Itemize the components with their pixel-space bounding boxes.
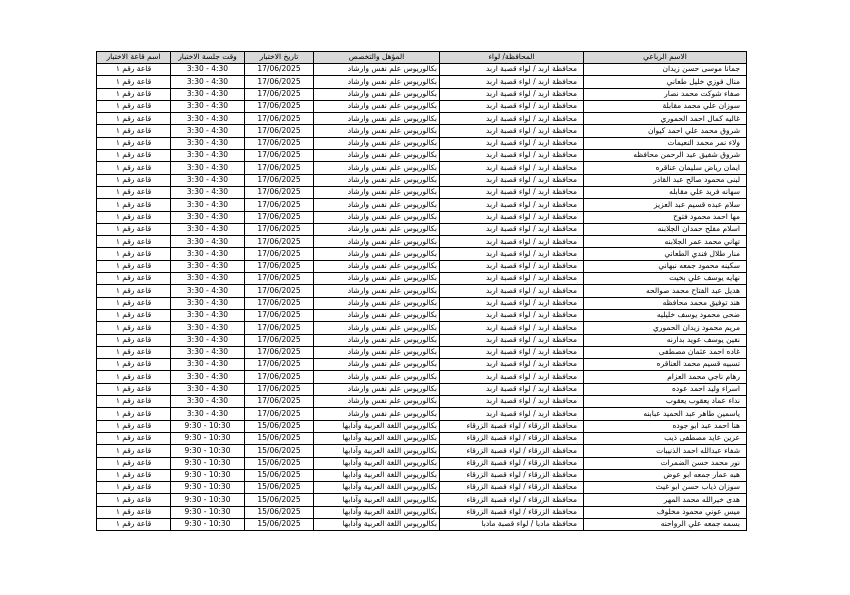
cell-qualification: بكالوريوس اللغة العربية وآدابها xyxy=(314,494,440,506)
cell-session-time: 9:30 - 10:30 xyxy=(171,494,245,506)
cell-full-name: تهاني محمد عمر الجلابنه xyxy=(584,236,747,248)
cell-qualification: بكالوريوس علم نفس وارشاد xyxy=(314,408,440,420)
table-row xyxy=(97,457,747,469)
cell-qualification: بكالوريوس علم نفس وارشاد xyxy=(314,174,440,186)
cell-governorate: محافظة الزرقاء / لواء قصبة الزرقاء xyxy=(440,432,584,444)
cell-exam-date: 15/06/2025 xyxy=(245,432,314,444)
cell-exam-hall: قاعة رقم ١ xyxy=(97,285,171,297)
cell-exam-hall: قاعة رقم ١ xyxy=(97,88,171,100)
cell-session-time: 3:30 - 4:30 xyxy=(171,371,245,383)
cell-governorate: محافظة اربد / لواء قصبة اربد xyxy=(440,383,584,395)
cell-full-name: سوزان علي محمد مقابلة xyxy=(584,100,747,112)
table-row xyxy=(97,113,747,125)
cell-governorate: محافظة اربد / لواء قصبة اربد xyxy=(440,186,584,198)
cell-governorate: محافظة اربد / لواء قصبة اربد xyxy=(440,211,584,223)
cell-exam-hall: قاعة رقم ١ xyxy=(97,236,171,248)
cell-full-name: صفاء شوكت محمد نصار xyxy=(584,88,747,100)
cell-full-name: مريم محمود زيدان الحموري xyxy=(584,322,747,334)
table-row xyxy=(97,518,747,530)
cell-exam-date: 17/06/2025 xyxy=(245,137,314,149)
cell-exam-date: 17/06/2025 xyxy=(245,322,314,334)
cell-qualification: بكالوريوس علم نفس وارشاد xyxy=(314,211,440,223)
cell-session-time: 3:30 - 4:30 xyxy=(171,199,245,211)
cell-session-time: 3:30 - 4:30 xyxy=(171,76,245,88)
cell-governorate: محافظة اربد / لواء قصبة اربد xyxy=(440,260,584,272)
cell-session-time: 3:30 - 4:30 xyxy=(171,223,245,235)
cell-qualification: بكالوريوس علم نفس وارشاد xyxy=(314,383,440,395)
cell-exam-date: 17/06/2025 xyxy=(245,285,314,297)
exam-schedule-sheet xyxy=(96,51,746,531)
table-row xyxy=(97,100,747,112)
cell-qualification: بكالوريوس اللغة العربية وآدابها xyxy=(314,457,440,469)
cell-exam-hall: قاعة رقم ١ xyxy=(97,346,171,358)
cell-exam-hall: قاعة رقم ١ xyxy=(97,100,171,112)
cell-qualification: بكالوريوس علم نفس وارشاد xyxy=(314,76,440,88)
cell-session-time: 3:30 - 4:30 xyxy=(171,137,245,149)
cell-exam-date: 15/06/2025 xyxy=(245,518,314,530)
table-row xyxy=(97,359,747,371)
cell-qualification: بكالوريوس علم نفس وارشاد xyxy=(314,359,440,371)
table-row xyxy=(97,76,747,88)
cell-qualification: بكالوريوس علم نفس وارشاد xyxy=(314,346,440,358)
cell-session-time: 9:30 - 10:30 xyxy=(171,518,245,530)
cell-full-name: هنا احمد عبد ابو جوده xyxy=(584,420,747,432)
cell-qualification: بكالوريوس علم نفس وارشاد xyxy=(314,100,440,112)
cell-exam-hall: قاعة رقم ١ xyxy=(97,223,171,235)
cell-qualification: بكالوريوس علم نفس وارشاد xyxy=(314,223,440,235)
cell-exam-hall: قاعة رقم ١ xyxy=(97,469,171,481)
cell-governorate: محافظة الزرقاء / لواء قصبة الزرقاء xyxy=(440,469,584,481)
cell-exam-date: 17/06/2025 xyxy=(245,113,314,125)
cell-session-time: 3:30 - 4:30 xyxy=(171,162,245,174)
cell-qualification: بكالوريوس اللغة العربية وآدابها xyxy=(314,420,440,432)
table-row xyxy=(97,273,747,285)
cell-qualification: بكالوريوس علم نفس وارشاد xyxy=(314,248,440,260)
table-row xyxy=(97,223,747,235)
cell-session-time: 3:30 - 4:30 xyxy=(171,408,245,420)
cell-full-name: جمانا موسى حسن زيدان xyxy=(584,64,747,76)
cell-session-time: 3:30 - 4:30 xyxy=(171,236,245,248)
cell-exam-date: 17/06/2025 xyxy=(245,297,314,309)
table-row xyxy=(97,322,747,334)
cell-session-time: 3:30 - 4:30 xyxy=(171,396,245,408)
cell-governorate: محافظة اربد / لواء قصبة اربد xyxy=(440,273,584,285)
table-row xyxy=(97,371,747,383)
cell-qualification: بكالوريوس علم نفس وارشاد xyxy=(314,334,440,346)
header-session-time: وقت جلسة الاختبار xyxy=(171,52,245,64)
cell-exam-date: 17/06/2025 xyxy=(245,236,314,248)
cell-full-name: ايمان رياض سليمان عناقره xyxy=(584,162,747,174)
cell-exam-date: 17/06/2025 xyxy=(245,64,314,76)
table-row xyxy=(97,494,747,506)
cell-exam-hall: قاعة رقم ١ xyxy=(97,322,171,334)
cell-governorate: محافظة اربد / لواء قصبة اربد xyxy=(440,174,584,186)
cell-full-name: نفين يوسف عويد بدارنه xyxy=(584,334,747,346)
cell-exam-hall: قاعة رقم ١ xyxy=(97,494,171,506)
cell-exam-date: 17/06/2025 xyxy=(245,100,314,112)
cell-exam-hall: قاعة رقم ١ xyxy=(97,445,171,457)
cell-session-time: 3:30 - 4:30 xyxy=(171,211,245,223)
table-row xyxy=(97,174,747,186)
cell-session-time: 3:30 - 4:30 xyxy=(171,64,245,76)
header-qualification: المؤهل والتخصص xyxy=(314,52,440,64)
cell-exam-date: 17/06/2025 xyxy=(245,125,314,137)
table-body xyxy=(97,64,747,531)
cell-governorate: محافظة اربد / لواء قصبة اربد xyxy=(440,309,584,321)
cell-full-name: سكينه محمود جمعه نبهاني xyxy=(584,260,747,272)
cell-session-time: 3:30 - 4:30 xyxy=(171,125,245,137)
cell-governorate: محافظة الزرقاء / لواء قصبة الزرقاء xyxy=(440,445,584,457)
cell-exam-hall: قاعة رقم ١ xyxy=(97,162,171,174)
cell-exam-date: 17/06/2025 xyxy=(245,396,314,408)
cell-governorate: محافظة اربد / لواء قصبة اربد xyxy=(440,359,584,371)
cell-governorate: محافظة مادبا / لواء قصبة مادبا xyxy=(440,518,584,530)
cell-exam-hall: قاعة رقم ١ xyxy=(97,260,171,272)
header-governorate: المحافظة/ لواء xyxy=(440,52,584,64)
table-row xyxy=(97,420,747,432)
cell-session-time: 3:30 - 4:30 xyxy=(171,346,245,358)
cell-exam-date: 17/06/2025 xyxy=(245,150,314,162)
cell-exam-date: 15/06/2025 xyxy=(245,445,314,457)
cell-session-time: 3:30 - 4:30 xyxy=(171,248,245,260)
cell-full-name: هبه عمار جمعه ابو عوض xyxy=(584,469,747,481)
cell-qualification: بكالوريوس اللغة العربية وآدابها xyxy=(314,518,440,530)
cell-exam-hall: قاعة رقم ١ xyxy=(97,273,171,285)
cell-exam-hall: قاعة رقم ١ xyxy=(97,64,171,76)
cell-exam-date: 17/06/2025 xyxy=(245,383,314,395)
header-exam-date: تاريخ الاختبار xyxy=(245,52,314,64)
cell-session-time: 3:30 - 4:30 xyxy=(171,359,245,371)
cell-qualification: بكالوريوس علم نفس وارشاد xyxy=(314,199,440,211)
cell-exam-date: 17/06/2025 xyxy=(245,359,314,371)
cell-exam-hall: قاعة رقم ١ xyxy=(97,113,171,125)
table-row xyxy=(97,346,747,358)
cell-governorate: محافظة اربد / لواء قصبة اربد xyxy=(440,113,584,125)
cell-qualification: بكالوريوس علم نفس وارشاد xyxy=(314,137,440,149)
cell-exam-hall: قاعة رقم ١ xyxy=(97,150,171,162)
cell-governorate: محافظة اربد / لواء قصبة اربد xyxy=(440,236,584,248)
cell-exam-date: 17/06/2025 xyxy=(245,309,314,321)
cell-qualification: بكالوريوس علم نفس وارشاد xyxy=(314,260,440,272)
cell-exam-hall: قاعة رقم ١ xyxy=(97,408,171,420)
cell-full-name: ياسمين طاهر عبد الحميد عبابنه xyxy=(584,408,747,420)
cell-exam-hall: قاعة رقم ١ xyxy=(97,186,171,198)
cell-governorate: محافظة الزرقاء / لواء قصبة الزرقاء xyxy=(440,506,584,518)
cell-session-time: 3:30 - 4:30 xyxy=(171,383,245,395)
cell-session-time: 3:30 - 4:30 xyxy=(171,100,245,112)
cell-full-name: هديل عبد الفتاح محمد صوالحه xyxy=(584,285,747,297)
cell-governorate: محافظة الزرقاء / لواء قصبة الزرقاء xyxy=(440,457,584,469)
cell-governorate: محافظة اربد / لواء قصبة اربد xyxy=(440,408,584,420)
cell-exam-hall: قاعة رقم ١ xyxy=(97,359,171,371)
cell-qualification: بكالوريوس اللغة العربية وآدابها xyxy=(314,506,440,518)
table-row xyxy=(97,125,747,137)
cell-full-name: شروق شفيق عبد الرحمن محافظه xyxy=(584,150,747,162)
cell-full-name: بسمه جمعه علي الرواحنه xyxy=(584,518,747,530)
cell-exam-date: 17/06/2025 xyxy=(245,334,314,346)
cell-governorate: محافظة اربد / لواء قصبة اربد xyxy=(440,223,584,235)
cell-governorate: محافظة اربد / لواء قصبة اربد xyxy=(440,297,584,309)
table-row xyxy=(97,162,747,174)
cell-full-name: سلام عبده قسيم عبد العزيز xyxy=(584,199,747,211)
cell-qualification: بكالوريوس علم نفس وارشاد xyxy=(314,371,440,383)
cell-session-time: 3:30 - 4:30 xyxy=(171,113,245,125)
cell-session-time: 3:30 - 4:30 xyxy=(171,174,245,186)
cell-governorate: محافظة اربد / لواء قصبة اربد xyxy=(440,162,584,174)
cell-governorate: محافظة اربد / لواء قصبة اربد xyxy=(440,322,584,334)
cell-session-time: 3:30 - 4:30 xyxy=(171,334,245,346)
cell-qualification: بكالوريوس علم نفس وارشاد xyxy=(314,88,440,100)
table-row xyxy=(97,432,747,444)
cell-exam-date: 15/06/2025 xyxy=(245,482,314,494)
table-header-row xyxy=(97,52,747,64)
table-row xyxy=(97,285,747,297)
cell-exam-hall: قاعة رقم ١ xyxy=(97,334,171,346)
cell-session-time: 9:30 - 10:30 xyxy=(171,506,245,518)
cell-full-name: غاده احمد عثمان مصطفى xyxy=(584,346,747,358)
cell-exam-hall: قاعة رقم ١ xyxy=(97,482,171,494)
cell-qualification: بكالوريوس اللغة العربية وآدابها xyxy=(314,432,440,444)
table-row xyxy=(97,199,747,211)
table-row xyxy=(97,408,747,420)
cell-governorate: محافظة اربد / لواء قصبة اربد xyxy=(440,88,584,100)
cell-exam-date: 17/06/2025 xyxy=(245,199,314,211)
cell-exam-hall: قاعة رقم ١ xyxy=(97,199,171,211)
cell-exam-date: 17/06/2025 xyxy=(245,88,314,100)
cell-exam-hall: قاعة رقم ١ xyxy=(97,432,171,444)
table-row xyxy=(97,445,747,457)
cell-governorate: محافظة اربد / لواء قصبة اربد xyxy=(440,64,584,76)
table-row xyxy=(97,186,747,198)
cell-exam-date: 17/06/2025 xyxy=(245,273,314,285)
cell-qualification: بكالوريوس علم نفس وارشاد xyxy=(314,64,440,76)
cell-session-time: 9:30 - 10:30 xyxy=(171,432,245,444)
cell-exam-hall: قاعة رقم ١ xyxy=(97,211,171,223)
cell-session-time: 3:30 - 4:30 xyxy=(171,186,245,198)
cell-exam-hall: قاعة رقم ١ xyxy=(97,518,171,530)
cell-governorate: محافظة اربد / لواء قصبة اربد xyxy=(440,396,584,408)
cell-exam-hall: قاعة رقم ١ xyxy=(97,383,171,395)
cell-exam-hall: قاعة رقم ١ xyxy=(97,137,171,149)
cell-governorate: محافظة اربد / لواء قصبة اربد xyxy=(440,125,584,137)
cell-session-time: 3:30 - 4:30 xyxy=(171,273,245,285)
cell-qualification: بكالوريوس علم نفس وارشاد xyxy=(314,322,440,334)
cell-exam-hall: قاعة رقم ١ xyxy=(97,396,171,408)
cell-qualification: بكالوريوس علم نفس وارشاد xyxy=(314,125,440,137)
cell-qualification: بكالوريوس علم نفس وارشاد xyxy=(314,297,440,309)
cell-full-name: سهانه فريد علي مقابله xyxy=(584,186,747,198)
cell-qualification: بكالوريوس علم نفس وارشاد xyxy=(314,150,440,162)
cell-exam-date: 17/06/2025 xyxy=(245,223,314,235)
cell-exam-date: 17/06/2025 xyxy=(245,211,314,223)
cell-full-name: غاليه كمال احمد الحموري xyxy=(584,113,747,125)
cell-exam-date: 17/06/2025 xyxy=(245,371,314,383)
cell-exam-hall: قاعة رقم ١ xyxy=(97,420,171,432)
cell-exam-hall: قاعة رقم ١ xyxy=(97,248,171,260)
cell-governorate: محافظة اربد / لواء قصبة اربد xyxy=(440,248,584,260)
cell-exam-date: 15/06/2025 xyxy=(245,420,314,432)
cell-session-time: 9:30 - 10:30 xyxy=(171,457,245,469)
cell-full-name: ميس عوني محمود مخلوف xyxy=(584,506,747,518)
table-row xyxy=(97,260,747,272)
cell-session-time: 9:30 - 10:30 xyxy=(171,445,245,457)
cell-full-name: تسبيه قسيم محمد العناقره xyxy=(584,359,747,371)
cell-qualification: بكالوريوس علم نفس وارشاد xyxy=(314,162,440,174)
cell-governorate: محافظة اربد / لواء قصبة اربد xyxy=(440,137,584,149)
cell-governorate: محافظة اربد / لواء قصبة اربد xyxy=(440,199,584,211)
cell-governorate: محافظة الزرقاء / لواء قصبة الزرقاء xyxy=(440,494,584,506)
cell-session-time: 9:30 - 10:30 xyxy=(171,469,245,481)
cell-session-time: 3:30 - 4:30 xyxy=(171,322,245,334)
table-row xyxy=(97,383,747,395)
cell-exam-date: 17/06/2025 xyxy=(245,260,314,272)
cell-full-name: لبنى محمود صالح عبد القادر xyxy=(584,174,747,186)
cell-full-name: شفاء عبدالله احمد الذنيبات xyxy=(584,445,747,457)
cell-governorate: محافظة اربد / لواء قصبة اربد xyxy=(440,100,584,112)
cell-session-time: 9:30 - 10:30 xyxy=(171,482,245,494)
cell-full-name: عرين عايد مصطفى ذيب xyxy=(584,432,747,444)
cell-exam-date: 17/06/2025 xyxy=(245,174,314,186)
cell-governorate: محافظة الزرقاء / لواء قصبة الزرقاء xyxy=(440,482,584,494)
cell-qualification: بكالوريوس اللغة العربية وآدابها xyxy=(314,482,440,494)
cell-governorate: محافظة اربد / لواء قصبة اربد xyxy=(440,334,584,346)
cell-qualification: بكالوريوس اللغة العربية وآدابها xyxy=(314,445,440,457)
cell-governorate: محافظة اربد / لواء قصبة اربد xyxy=(440,346,584,358)
cell-qualification: بكالوريوس علم نفس وارشاد xyxy=(314,273,440,285)
cell-full-name: نور محمد حسن الضمرات xyxy=(584,457,747,469)
cell-session-time: 3:30 - 4:30 xyxy=(171,297,245,309)
table-row xyxy=(97,150,747,162)
cell-full-name: هدى خيرالله محمد المهر xyxy=(584,494,747,506)
table-row xyxy=(97,482,747,494)
cell-governorate: محافظة اربد / لواء قصبة اربد xyxy=(440,285,584,297)
cell-exam-hall: قاعة رقم ١ xyxy=(97,371,171,383)
cell-qualification: بكالوريوس علم نفس وارشاد xyxy=(314,236,440,248)
cell-exam-date: 17/06/2025 xyxy=(245,408,314,420)
cell-session-time: 9:30 - 10:30 xyxy=(171,420,245,432)
cell-full-name: منار طلال فندي الطعاني xyxy=(584,248,747,260)
cell-exam-hall: قاعة رقم ١ xyxy=(97,297,171,309)
cell-session-time: 3:30 - 4:30 xyxy=(171,260,245,272)
cell-exam-hall: قاعة رقم ١ xyxy=(97,174,171,186)
cell-session-time: 3:30 - 4:30 xyxy=(171,88,245,100)
cell-full-name: منال فوزي خليل طعاني xyxy=(584,76,747,88)
cell-exam-date: 15/06/2025 xyxy=(245,494,314,506)
cell-full-name: نهايه يوسف علي بخيت xyxy=(584,273,747,285)
cell-qualification: بكالوريوس اللغة العربية وآدابها xyxy=(314,469,440,481)
cell-full-name: سوزان ذياب حسن ابو غيث xyxy=(584,482,747,494)
cell-full-name: شروق محمد علي احمد كيوان xyxy=(584,125,747,137)
cell-full-name: ضحى محمود يوسف خليليه xyxy=(584,309,747,321)
table-row xyxy=(97,396,747,408)
cell-qualification: بكالوريوس علم نفس وارشاد xyxy=(314,309,440,321)
cell-full-name: رهام ناجي محمد العزام xyxy=(584,371,747,383)
cell-full-name: هند توفيق محمد محافظه xyxy=(584,297,747,309)
cell-exam-date: 17/06/2025 xyxy=(245,346,314,358)
cell-exam-date: 17/06/2025 xyxy=(245,248,314,260)
cell-governorate: محافظة اربد / لواء قصبة اربد xyxy=(440,76,584,88)
cell-full-name: اسراء وليد احمد عوده xyxy=(584,383,747,395)
cell-governorate: محافظة الزرقاء / لواء قصبة الزرقاء xyxy=(440,420,584,432)
cell-governorate: محافظة اربد / لواء قصبة اربد xyxy=(440,150,584,162)
cell-exam-date: 17/06/2025 xyxy=(245,76,314,88)
table-row xyxy=(97,506,747,518)
cell-governorate: محافظة اربد / لواء قصبة اربد xyxy=(440,371,584,383)
cell-session-time: 3:30 - 4:30 xyxy=(171,150,245,162)
cell-full-name: اسلام مفلح حمدان الجلابنه xyxy=(584,223,747,235)
cell-qualification: بكالوريوس علم نفس وارشاد xyxy=(314,285,440,297)
cell-exam-hall: قاعة رقم ١ xyxy=(97,309,171,321)
table-row xyxy=(97,88,747,100)
cell-session-time: 3:30 - 4:30 xyxy=(171,285,245,297)
table-row xyxy=(97,469,747,481)
cell-exam-hall: قاعة رقم ١ xyxy=(97,457,171,469)
cell-exam-hall: قاعة رقم ١ xyxy=(97,506,171,518)
cell-exam-hall: قاعة رقم ١ xyxy=(97,76,171,88)
cell-full-name: ولاء نمر محمد النعيمات xyxy=(584,137,747,149)
cell-qualification: بكالوريوس علم نفس وارشاد xyxy=(314,186,440,198)
table-row xyxy=(97,211,747,223)
cell-exam-date: 15/06/2025 xyxy=(245,457,314,469)
table-row xyxy=(97,248,747,260)
table-row xyxy=(97,236,747,248)
table-row xyxy=(97,297,747,309)
exam-schedule-table xyxy=(96,51,747,531)
cell-qualification: بكالوريوس علم نفس وارشاد xyxy=(314,396,440,408)
cell-full-name: نداء عماد يعقوب يعقوب xyxy=(584,396,747,408)
cell-exam-date: 15/06/2025 xyxy=(245,469,314,481)
cell-exam-date: 17/06/2025 xyxy=(245,162,314,174)
table-row xyxy=(97,64,747,76)
table-row xyxy=(97,309,747,321)
cell-exam-date: 17/06/2025 xyxy=(245,186,314,198)
table-row xyxy=(97,334,747,346)
cell-qualification: بكالوريوس علم نفس وارشاد xyxy=(314,113,440,125)
cell-exam-hall: قاعة رقم ١ xyxy=(97,125,171,137)
table-row xyxy=(97,137,747,149)
cell-session-time: 3:30 - 4:30 xyxy=(171,309,245,321)
cell-full-name: مها احمد محمود فتوح xyxy=(584,211,747,223)
header-full-name: الاسم الرباعي xyxy=(584,52,747,64)
cell-exam-date: 15/06/2025 xyxy=(245,506,314,518)
header-exam-hall: اسم قاعة الاختبار xyxy=(97,52,171,64)
